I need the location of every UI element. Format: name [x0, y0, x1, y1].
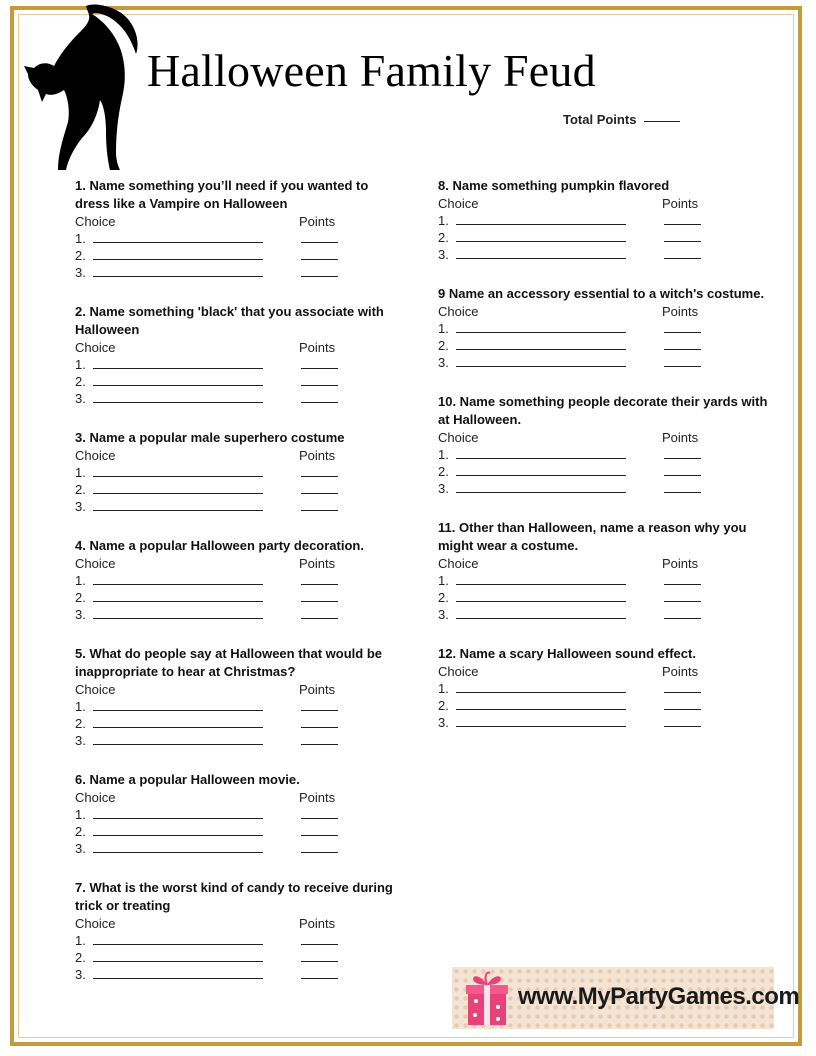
- answer-row: [75, 823, 405, 840]
- points-blank[interactable]: [301, 493, 338, 494]
- choice-blank[interactable]: [93, 852, 263, 853]
- answer-header: [438, 195, 768, 212]
- answer-number: 1.: [75, 699, 86, 714]
- answer-number: 3.: [75, 607, 86, 622]
- points-blank[interactable]: [664, 349, 701, 350]
- total-points-label: Total Points: [563, 112, 637, 127]
- points-blank[interactable]: [301, 242, 338, 243]
- answer-number: 1.: [75, 465, 86, 480]
- points-blank[interactable]: [664, 475, 701, 476]
- answer-number: 1.: [75, 933, 86, 948]
- answer-number: 3.: [75, 733, 86, 748]
- answer-number: 1.: [75, 807, 86, 822]
- points-blank[interactable]: [301, 385, 338, 386]
- points-header: Points: [662, 430, 699, 445]
- answer-row: [75, 932, 405, 949]
- answer-row: [438, 463, 768, 480]
- answer-number: 2.: [438, 590, 449, 605]
- question-block: [438, 285, 768, 371]
- points-header: Points: [299, 448, 336, 463]
- question-text: 4. Name a popular Halloween party decoration.: [75, 538, 364, 553]
- points-blank[interactable]: [301, 368, 338, 369]
- points-blank[interactable]: [664, 492, 701, 493]
- choice-blank[interactable]: [93, 493, 263, 494]
- points-blank[interactable]: [301, 601, 338, 602]
- points-blank[interactable]: [301, 402, 338, 403]
- points-blank[interactable]: [301, 944, 338, 945]
- answer-header: [438, 663, 768, 680]
- total-points-blank[interactable]: [644, 121, 680, 122]
- answer-row: [438, 714, 768, 731]
- answer-number: 1.: [75, 357, 86, 372]
- points-header: Points: [299, 340, 336, 355]
- answer-header: [75, 555, 405, 572]
- points-blank[interactable]: [301, 852, 338, 853]
- question-block: [75, 177, 405, 281]
- points-blank[interactable]: [301, 744, 338, 745]
- choice-blank[interactable]: [456, 224, 626, 225]
- answer-number: 2.: [438, 230, 449, 245]
- answer-number: 2.: [75, 716, 86, 731]
- website-text: www.MyPartyGames.com: [518, 983, 800, 1010]
- choice-blank[interactable]: [93, 402, 263, 403]
- choice-blank[interactable]: [93, 259, 263, 260]
- choice-blank[interactable]: [456, 366, 626, 367]
- answer-number: 2.: [438, 464, 449, 479]
- choice-blank[interactable]: [456, 601, 626, 602]
- choice-blank[interactable]: [93, 601, 263, 602]
- points-blank[interactable]: [301, 510, 338, 511]
- answer-header: [75, 681, 405, 698]
- points-blank[interactable]: [664, 332, 701, 333]
- choice-blank[interactable]: [93, 710, 263, 711]
- site-logo: [452, 967, 800, 1029]
- answer-number: 1.: [75, 573, 86, 588]
- choice-blank[interactable]: [93, 818, 263, 819]
- answer-row: [75, 698, 405, 715]
- points-blank[interactable]: [301, 961, 338, 962]
- question-block: [438, 645, 768, 731]
- answer-header: [75, 915, 405, 932]
- answer-row: [438, 480, 768, 497]
- choice-header: Choice: [438, 556, 479, 571]
- answer-row: [75, 481, 405, 498]
- choice-blank[interactable]: [93, 727, 263, 728]
- answer-row: [75, 264, 405, 281]
- choice-header: Choice: [75, 340, 116, 355]
- choice-blank[interactable]: [456, 458, 626, 459]
- points-blank[interactable]: [664, 224, 701, 225]
- question-text: 10. Name something people decorate their yards with at Halloween.: [438, 394, 768, 427]
- answer-header: [438, 429, 768, 446]
- answer-header: [75, 789, 405, 806]
- questions-left-column: [75, 177, 405, 1005]
- answer-row: [75, 732, 405, 749]
- answer-row: [75, 373, 405, 390]
- points-blank[interactable]: [301, 259, 338, 260]
- points-header: Points: [299, 556, 336, 571]
- question-text: 2. Name something 'black' that you associate with Halloween: [75, 304, 384, 337]
- answer-number: 3.: [75, 265, 86, 280]
- question-block: [438, 177, 768, 263]
- choice-blank[interactable]: [93, 476, 263, 477]
- choice-blank[interactable]: [456, 475, 626, 476]
- answer-row: [75, 806, 405, 823]
- question-text: 5. What do people say at Halloween that would be inappropriate to hear at Christmas?: [75, 646, 382, 679]
- choice-blank[interactable]: [456, 332, 626, 333]
- points-blank[interactable]: [664, 709, 701, 710]
- points-blank[interactable]: [301, 818, 338, 819]
- points-header: Points: [299, 214, 336, 229]
- answer-number: 3.: [75, 967, 86, 982]
- choice-blank[interactable]: [93, 835, 263, 836]
- points-header: Points: [662, 304, 699, 319]
- answer-header: [75, 447, 405, 464]
- question-block: [438, 519, 768, 623]
- answer-row: [438, 680, 768, 697]
- choice-header: Choice: [75, 916, 116, 931]
- choice-blank[interactable]: [93, 276, 263, 277]
- answer-number: 2.: [438, 698, 449, 713]
- answer-header: [438, 555, 768, 572]
- choice-header: Choice: [438, 430, 479, 445]
- total-points: [563, 112, 680, 127]
- choice-header: Choice: [75, 448, 116, 463]
- answer-number: 1.: [438, 447, 449, 462]
- answer-number: 2.: [438, 338, 449, 353]
- points-header: Points: [299, 682, 336, 697]
- answer-number: 1.: [438, 321, 449, 336]
- choice-blank[interactable]: [456, 241, 626, 242]
- choice-blank[interactable]: [456, 618, 626, 619]
- answer-row: [438, 212, 768, 229]
- points-blank[interactable]: [301, 476, 338, 477]
- question-text: 8. Name something pumpkin flavored: [438, 178, 670, 193]
- question-text: 1. Name something you’ll need if you wanted to dress like a Vampire on Halloween: [75, 178, 369, 211]
- choice-header: Choice: [75, 214, 116, 229]
- points-blank[interactable]: [664, 258, 701, 259]
- points-blank[interactable]: [664, 584, 701, 585]
- choice-blank[interactable]: [93, 242, 263, 243]
- answer-number: 1.: [75, 231, 86, 246]
- choice-blank[interactable]: [93, 584, 263, 585]
- points-blank[interactable]: [664, 692, 701, 693]
- choice-header: Choice: [438, 304, 479, 319]
- answer-row: [75, 840, 405, 857]
- answer-row: [438, 446, 768, 463]
- answer-number: 2.: [75, 950, 86, 965]
- gift-box-icon: [462, 967, 512, 1029]
- answer-row: [438, 697, 768, 714]
- points-blank[interactable]: [664, 458, 701, 459]
- choice-blank[interactable]: [456, 584, 626, 585]
- points-blank[interactable]: [301, 584, 338, 585]
- question-text: 11. Other than Halloween, name a reason why you might wear a costume.: [438, 520, 747, 553]
- choice-header: Choice: [75, 682, 116, 697]
- answer-row: [75, 606, 405, 623]
- question-block: [75, 771, 405, 857]
- question-text: 9 Name an accessory essential to a witch's costume.: [438, 286, 765, 301]
- choice-header: Choice: [438, 196, 479, 211]
- points-blank[interactable]: [664, 601, 701, 602]
- choice-header: Choice: [75, 556, 116, 571]
- points-blank[interactable]: [664, 618, 701, 619]
- answer-header: [75, 339, 405, 356]
- choice-blank[interactable]: [456, 692, 626, 693]
- points-header: Points: [299, 916, 336, 931]
- answer-number: 2.: [75, 824, 86, 839]
- questions-right-column: [438, 177, 768, 753]
- answer-row: [75, 230, 405, 247]
- answer-row: [438, 229, 768, 246]
- answer-row: [438, 354, 768, 371]
- answer-header: [438, 303, 768, 320]
- choice-header: Choice: [438, 664, 479, 679]
- question-block: [75, 429, 405, 515]
- choice-blank[interactable]: [93, 744, 263, 745]
- answer-number: 3.: [75, 391, 86, 406]
- choice-blank[interactable]: [93, 510, 263, 511]
- question-block: [75, 879, 405, 983]
- answer-number: 2.: [75, 482, 86, 497]
- choice-blank[interactable]: [456, 349, 626, 350]
- choice-blank[interactable]: [93, 944, 263, 945]
- black-cat-icon: [24, 2, 146, 174]
- answer-number: 3.: [438, 247, 449, 262]
- answer-number: 3.: [75, 499, 86, 514]
- answer-number: 2.: [75, 248, 86, 263]
- points-blank[interactable]: [301, 727, 338, 728]
- choice-blank[interactable]: [456, 726, 626, 727]
- choice-blank[interactable]: [93, 961, 263, 962]
- question-text: 6. Name a popular Halloween movie.: [75, 772, 300, 787]
- answer-number: 1.: [438, 213, 449, 228]
- answer-number: 3.: [438, 481, 449, 496]
- answer-number: 1.: [438, 681, 449, 696]
- question-text: 7. What is the worst kind of candy to receive during trick or treating: [75, 880, 393, 913]
- choice-header: Choice: [75, 790, 116, 805]
- answer-row: [438, 246, 768, 263]
- points-blank[interactable]: [301, 276, 338, 277]
- answer-row: [75, 966, 405, 983]
- question-text: 12. Name a scary Halloween sound effect.: [438, 646, 696, 661]
- answer-number: 3.: [438, 715, 449, 730]
- points-blank[interactable]: [301, 978, 338, 979]
- answer-row: [438, 572, 768, 589]
- points-blank[interactable]: [664, 241, 701, 242]
- question-block: [75, 645, 405, 749]
- points-blank[interactable]: [301, 618, 338, 619]
- answer-row: [438, 337, 768, 354]
- answer-row: [75, 356, 405, 373]
- choice-blank[interactable]: [456, 709, 626, 710]
- answer-number: 3.: [438, 355, 449, 370]
- choice-blank[interactable]: [93, 618, 263, 619]
- answer-row: [438, 589, 768, 606]
- question-text: 3. Name a popular male superhero costume: [75, 430, 345, 445]
- points-blank[interactable]: [301, 835, 338, 836]
- answer-row: [75, 715, 405, 732]
- points-blank[interactable]: [664, 726, 701, 727]
- answer-number: 2.: [75, 374, 86, 389]
- answer-number: 1.: [438, 573, 449, 588]
- answer-row: [75, 464, 405, 481]
- answer-row: [75, 589, 405, 606]
- answer-row: [438, 606, 768, 623]
- question-block: [438, 393, 768, 497]
- answer-row: [75, 498, 405, 515]
- choice-blank[interactable]: [456, 258, 626, 259]
- answer-header: [75, 213, 405, 230]
- answer-row: [438, 320, 768, 337]
- points-header: Points: [662, 664, 699, 679]
- choice-blank[interactable]: [93, 368, 263, 369]
- points-header: Points: [662, 196, 699, 211]
- answer-row: [75, 247, 405, 264]
- choice-blank[interactable]: [93, 385, 263, 386]
- answer-row: [75, 949, 405, 966]
- answer-row: [75, 390, 405, 407]
- choice-blank[interactable]: [456, 492, 626, 493]
- answer-number: 3.: [75, 841, 86, 856]
- points-blank[interactable]: [301, 710, 338, 711]
- answer-number: 2.: [75, 590, 86, 605]
- question-block: [75, 537, 405, 623]
- answer-number: 3.: [438, 607, 449, 622]
- page-title: Halloween Family Feud: [147, 45, 596, 96]
- points-header: Points: [662, 556, 699, 571]
- question-block: [75, 303, 405, 407]
- choice-blank[interactable]: [93, 978, 263, 979]
- points-blank[interactable]: [664, 366, 701, 367]
- answer-row: [75, 572, 405, 589]
- points-header: Points: [299, 790, 336, 805]
